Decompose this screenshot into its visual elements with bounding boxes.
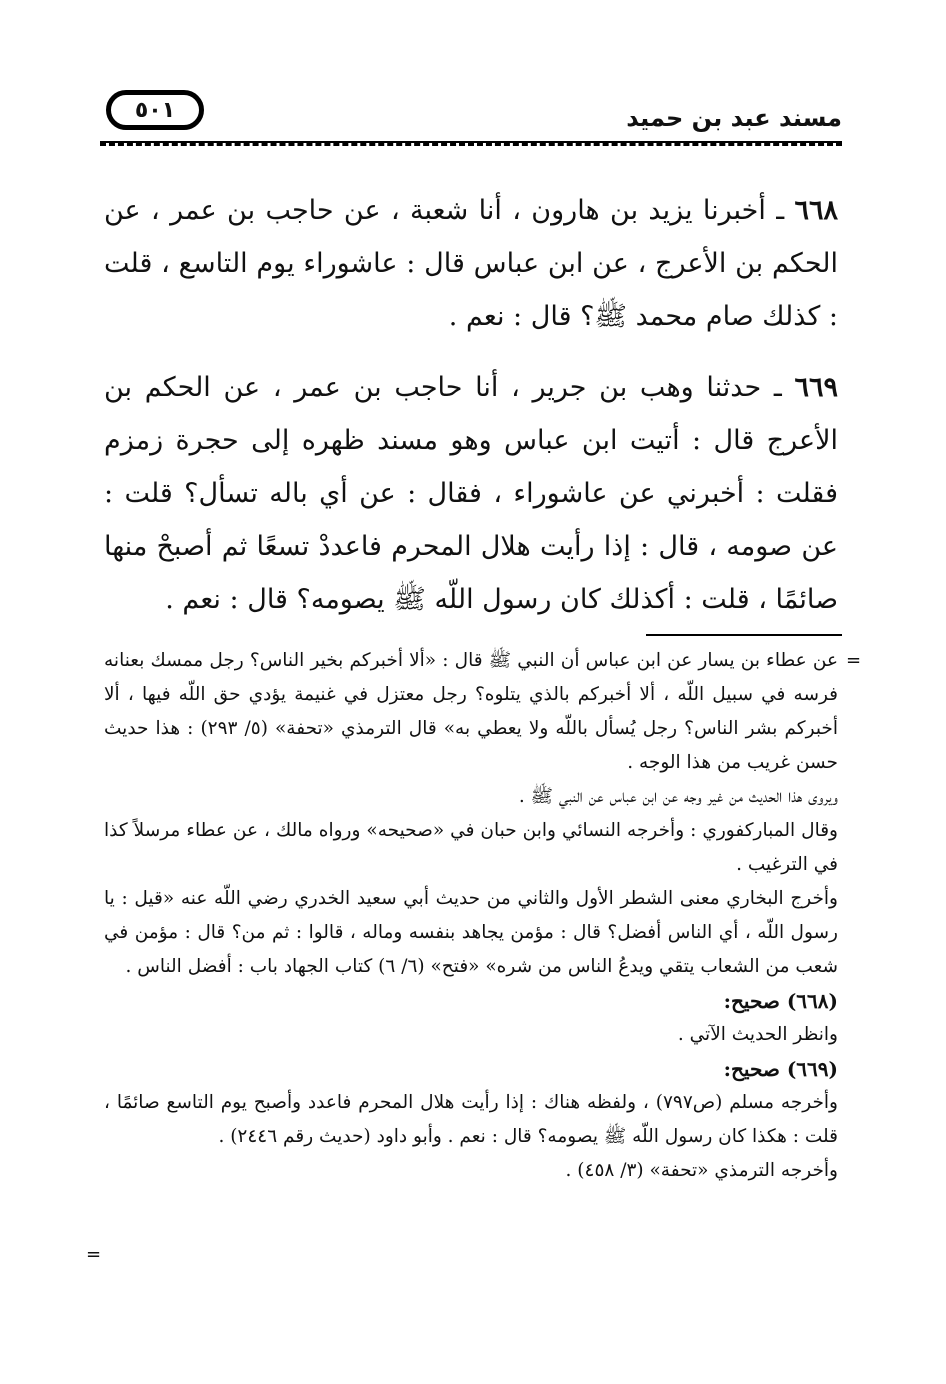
footnotes	[104, 644, 838, 1188]
hadith-text: ـ أخبرنا يزيد بن هارون ، أنا شعبة ، عن حاجب بن عمر ، عن الحكم بن الأعرج ، عن ابن عباس قال : عاشوراء يوم التاسع ، قلت : كذلك صام محمد ﷺ؟ قال : نعم .	[104, 195, 838, 332]
footnote-separator	[646, 634, 842, 636]
footnote-paragraph: ويروى هذا الحديث من غير وجه عن ابن عباس عن النبي ﷺ .	[518, 786, 838, 807]
footnote-heading-669: (٦٦٩) صحيح:	[723, 1057, 838, 1081]
page-number: ٥٠١	[134, 97, 176, 123]
hadith-number: ٦٦٨	[794, 195, 838, 226]
page-header	[100, 88, 842, 144]
footnote-paragraph: وانظر الحديث الآتي .	[677, 1024, 838, 1045]
footnote-paragraph: عن عطاء بن يسار عن ابن عباس أن النبي ﷺ قال : «ألا أخبركم بخير الناس؟ رجل ممسك بعنانه فرسه في سبيل اللّه ، ألا أخبركم بالذي يتلوه؟ رجل معتزل في غنيمة يؤدي حق اللّه فيها ، ألا أخبركم بشر الناس؟ رجل يُسأل باللّه ولا يعطي به» قال الترمذي «تحفة» (٥/ ٢٩٣) : هذا حديث حسن غريب من هذا الوجه .	[104, 650, 838, 773]
main-text	[104, 184, 838, 644]
hadith-number: ٦٦٩	[794, 372, 838, 403]
continuation-mark-bottom: =	[86, 1244, 102, 1265]
footnote-heading-668: (٦٦٨) صحيح:	[723, 989, 838, 1013]
hadith-668	[104, 184, 838, 343]
continuation-mark-top: =	[846, 650, 862, 671]
footnote-paragraph: وأخرج البخاري معنى الشطر الأول والثاني من حديث أبي سعيد الخدري رضي اللّه عنه «قيل : يا رسول اللّه ، أي الناس أفضل؟ قال : مؤمن يجاهد بنفسه وماله ، قالوا : ثم من؟ قال : مؤمن في شعب من الشعاب يتقي ويدعُ الناس من شره» «فتح» (٦/ ٦) كتاب الجهاد باب : أفضل الناس .	[104, 888, 838, 977]
header-rule	[100, 141, 842, 146]
footnote-paragraph: وأخرجه مسلم (ص٧٩٧) ، ولفظه هناك : إذا رأيت هلال المحرم فاعدد وأصبح يوم التاسع صائمًا ، قلت : هكذا كان رسول اللّه ﷺ يصومه؟ قال : نعم . وأبو داود (حديث رقم ٢٤٤٦) .	[104, 1092, 838, 1147]
book-title: مسند عبد بن حميد	[626, 104, 842, 132]
hadith-text: ـ حدثنا وهب بن جرير ، أنا حاجب بن عمر ، عن الحكم بن الأعرج قال : أتيت ابن عباس وهو مسند ظهره إلى حجرة زمزم فقلت : أخبرني عن عاشوراء ، فقال : عن أي باله تسأل؟ قلت : عن صومه ، قال : إذا رأيت هلال المحرم فاعددْ تسعًا ثم أصبحْ منها صائمًا ، قلت : أكذلك كان رسول اللّه ﷺ يصومه؟ قال : نعم .	[104, 372, 838, 615]
page-number-badge	[106, 90, 204, 130]
hadith-669	[104, 361, 838, 626]
footnote-paragraph: وقال المباركفوري : وأخرجه النسائي وابن حبان في «صحيحه» ورواه مالك ، عن عطاء مرسلاً كذا في الترغيب .	[104, 820, 838, 875]
footnote-paragraph: وأخرجه الترمذي «تحفة» (٣/ ٤٥٨) .	[565, 1160, 838, 1181]
